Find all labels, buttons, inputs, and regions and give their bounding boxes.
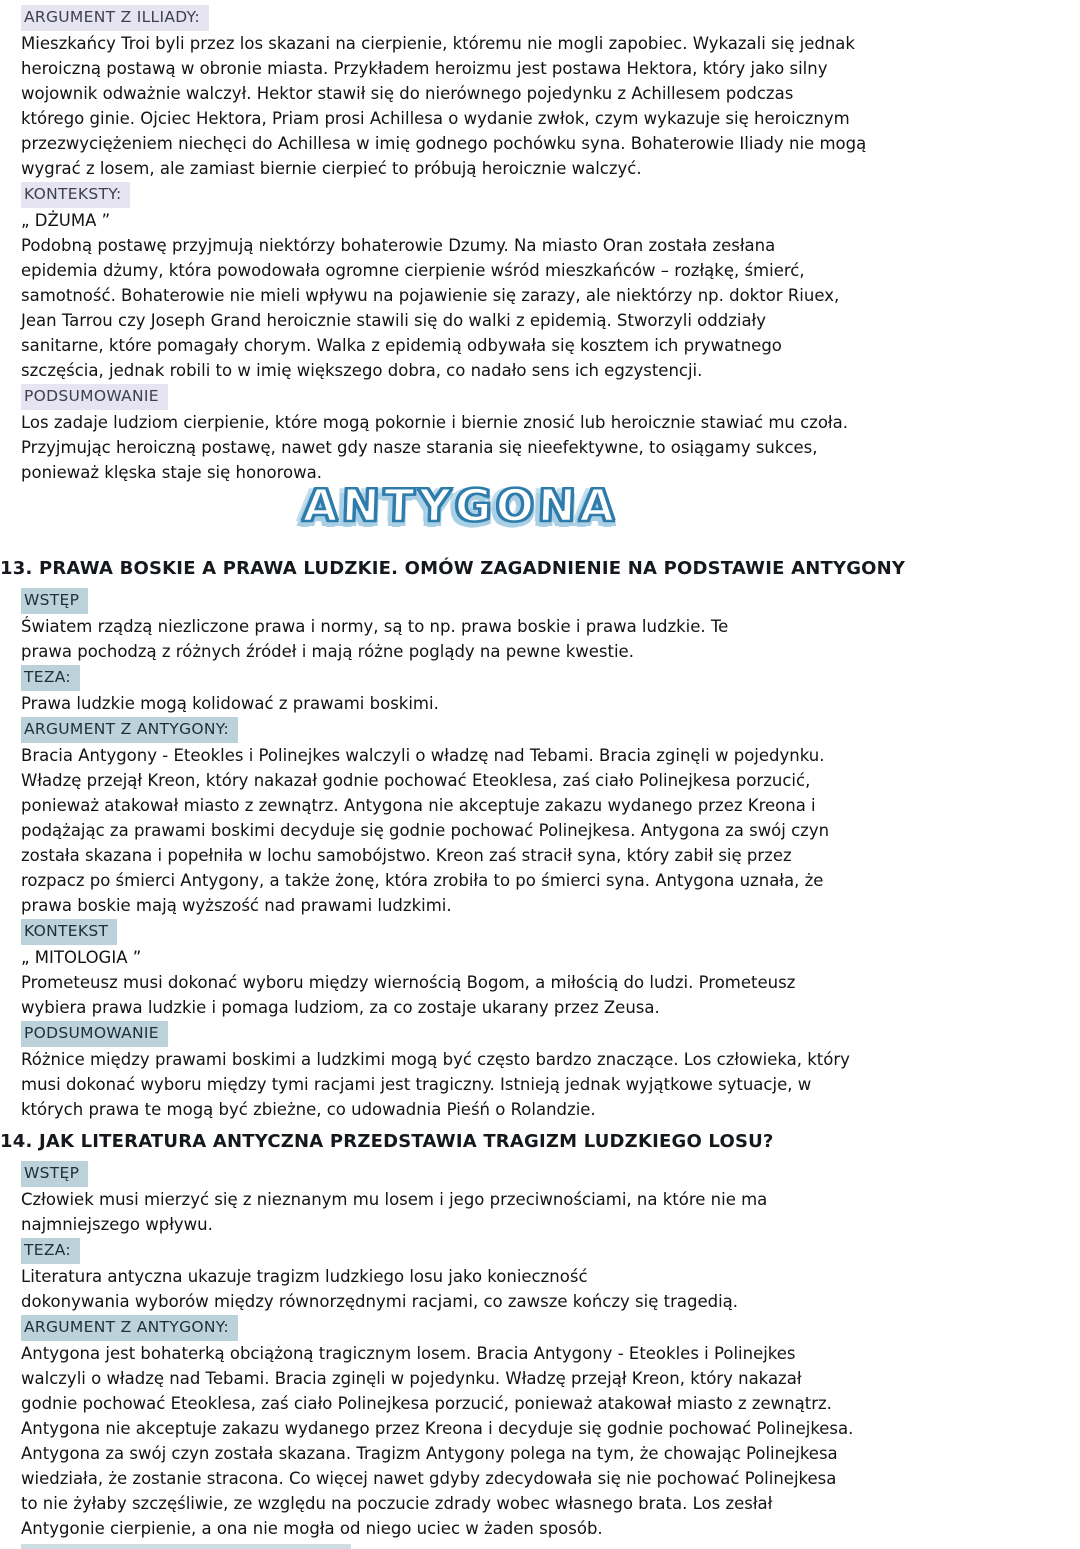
paragraph-line: heroiczną postawą w obronie miasta. Przykładem heroizmu jest postawa Hektora, który jako silny [21,59,828,78]
section-header-highlight: TEZA: [21,1238,80,1264]
section-header-row [21,181,1080,208]
section-header-highlight: PODSUMOWANIE [21,1021,168,1047]
section-header-row [21,716,1080,743]
section-header-row [21,587,1080,614]
paragraph [21,1264,1080,1314]
section-header-row [21,4,1080,31]
paragraph-line: Antygonie cierpienie, a ona nie mogła od niego uciec w żaden sposób. [21,1519,603,1538]
section-header-highlight: WSTĘP [21,1161,88,1187]
section-header-highlight: ARGUMENT Z ANTYGONY: [21,717,238,743]
quoted-work-title: „ DŻUMA ” [21,211,111,230]
paragraph-line: rozpacz po śmierci Antygony, a także żonę, która zrobiła to po śmierci syna. Antygona uznała, że [21,871,824,890]
section-header-row [21,1160,1080,1187]
section-header-row [21,664,1080,691]
paragraph-line: Literatura antyczna ukazuje tragizm ludzkiego losu jako konieczność [21,1267,588,1286]
section-header-row [21,1237,1080,1264]
section-header-highlight: KONTEKST [21,919,117,945]
paragraph [21,1047,1080,1122]
paragraph-line: wojownik odważnie walczył. Hektor stawił się do nierównego pojedynku z Achillesem podczas [21,84,794,103]
paragraph-line: Los zadaje ludziom cierpienie, które mogą pokornie i biernie znosić lub heroicznie stawiać mu czoła. [21,413,848,432]
paragraph-line: Antygona nie akceptuje zakazu wydanego przez Kreona i decyduje się godnie pochować Polinejkesa. [21,1419,854,1438]
paragraph-line: podążając za prawami boskimi decyduje się godnie pochować Polinejkesa. Antygona za swój czyn [21,821,830,840]
section-header-highlight: KONTEKSTY: [21,182,130,208]
paragraph-line: Władzę przejął Kreon, który nakazał godnie pochować Eteoklesa, zaś ciało Polinejkesa porzucić, [21,771,811,790]
section-header-row [21,383,1080,410]
paragraph-line: musi dokonać wyboru między tymi racjami jest tragiczny. Istnieją jednak wyjątkowe sytuacje, w [21,1075,812,1094]
paragraph-line: prawa boskie mają wyższość nad prawami ludzkimi. [21,896,452,915]
paragraph-line: Różnice między prawami boskimi a ludzkimi mogą być często bardzo znaczące. Los człowieka, który [21,1050,850,1069]
paragraph [21,31,1080,181]
paragraph [21,1341,1080,1541]
paragraph-line: sanitarne, które pomagały chorym. Walka z epidemią odbywała się kosztem ich prywatnego [21,336,782,355]
section-header-row [21,1314,1080,1341]
paragraph-line: Antygona za swój czyn została skazana. Tragizm Antygony polega na tym, że chowając Polinejkesa [21,1444,838,1463]
paragraph [21,614,1080,664]
paragraph-line: epidemia dżumy, która powodowała ogromne cierpienie wśród mieszkańców – rozłąkę, śmierć, [21,261,805,280]
paragraph-line: samotność. Bohaterowie nie mieli wpływu na pojawienie się zarazy, ale niektórzy np. doktor Riuex, [21,286,840,305]
paragraph-line: dokonywania wyborów między równorzędnymi racjami, co zawsze kończy się tragedią. [21,1292,739,1311]
paragraph-line: Światem rządzą niezliczone prawa i normy, są to np. prawa boskie i prawa ludzkie. Te [21,617,729,636]
paragraph-line: przezwyciężeniem niechęci do Achillesa w imię godnego pochówku syna. Bohaterowie Iliady nie mogą [21,134,867,153]
paragraph [21,743,1080,918]
section-header-highlight: PODSUMOWANIE [21,384,168,410]
title-art-wrapper [21,479,901,549]
paragraph-line: to nie żyłaby szczęśliwie, ze względu na poczucie zdrady wobec własnego brata. Los zesłał [21,1494,773,1513]
paragraph-line: Człowiek musi mierzyć się z nieznanym mu losem i jego przeciwnościami, na które nie ma [21,1190,768,1209]
paragraph-line: Prometeusz musi dokonać wyboru między wiernością Bogom, a miłością do ludzi. Prometeusz [21,973,796,992]
paragraph [21,410,1080,485]
section-header-highlight: ARGUMENT Z ILLIADY: [21,5,209,31]
paragraph [21,691,1080,716]
paragraph-line: ponieważ atakował miasto z zewnątrz. Antygona nie akceptuje zakazu wydanego przez Kreona i [21,796,816,815]
paragraph-line: Przyjmując heroiczną postawę, nawet gdy nasze starania się nieefektywne, to osiągamy sukces, [21,438,818,457]
paragraph-line: wybiera prawa ludzkie i pomaga ludziom, za co zostaje ukarany przez Zeusa. [21,998,660,1017]
paragraph-line: najmniejszego wpływu. [21,1215,213,1234]
paragraph-line: godnie pochować Eteoklesa, zaś ciało Polinejkesa porzucić, ponieważ atakował miasto z zewnątrz. [21,1394,832,1413]
section-header-highlight: TEZA: [21,665,80,691]
partial-next-header-highlight [21,1544,351,1549]
section-header-row [21,1020,1080,1047]
question-heading: 14. JAK LITERATURA ANTYCZNA PRZEDSTAWIA TRAGIZM LUDZKIEGO LOSU? [0,1131,774,1152]
quoted-work-title: „ MITOLOGIA ” [21,948,142,967]
paragraph-line: prawa pochodzą z różnych źródeł i mają różne poglądy na pewne kwestie. [21,642,634,661]
paragraph-line: ponieważ klęska staje się honorowa. [21,463,322,482]
paragraph-line: wiedziała, że zostanie stracona. Co więcej nawet gdyby zdecydowała się nie pochować Polinejkesa [21,1469,837,1488]
section-header-highlight: ARGUMENT Z ANTYGONY: [21,1315,238,1341]
paragraph-line: których prawa te mogą być zbieżne, co udowadnia Pieśń o Rolandzie. [21,1100,596,1119]
paragraph-line: Bracia Antygony - Eteokles i Polinejkes walczyli o władzę nad Tebami. Bracia zginęli w pojedynku. [21,746,825,765]
paragraph-line: wygrać z losem, ale zamiast biernie cierpieć to próbują heroicznie walczyć. [21,159,642,178]
paragraph-line: Prawa ludzkie mogą kolidować z prawami boskimi. [21,694,439,713]
paragraph-line: Jean Tarrou czy Joseph Grand heroicznie stawili się do walki z epidemią. Stworzyli oddziały [21,311,767,330]
antygona-word-art: ANTYGONA [302,479,620,532]
paragraph [21,1187,1080,1237]
section-header-highlight: WSTĘP [21,588,88,614]
paragraph [21,233,1080,383]
paragraph-line: Antygona jest bohaterką obciążoną tragicznym losem. Bracia Antygony - Eteokles i Polinejkes [21,1344,796,1363]
paragraph-line: została skazana i popełniła w lochu samobójstwo. Kreon zaś stracił syna, który zabił się przez [21,846,792,865]
paragraph [21,970,1080,1020]
paragraph-line: szczęścia, jednak robili to w imię większego dobra, co nadało sens ich egzystencji. [21,361,703,380]
paragraph-line: Mieszkańcy Troi byli przez los skazani na cierpienie, któremu nie mogli zapobiec. Wykazali się jednak [21,34,855,53]
section-header-row [21,918,1080,945]
question-heading: 13. PRAWA BOSKIE A PRAWA LUDZKIE. OMÓW ZAGADNIENIE NA PODSTAWIE ANTYGONY [0,558,906,579]
paragraph-line: walczyli o władzę nad Tebami. Bracia zginęli w pojedynku. Władzę przejął Kreon, który nakazał [21,1369,802,1388]
paragraph-line: Podobną postawę przyjmują niektórzy bohaterowie Dzumy. Na miasto Oran została zesłana [21,236,776,255]
paragraph-line: którego ginie. Ojciec Hektora, Priam prosi Achillesa o wydanie zwłok, czym wykazuje się heroicznym [21,109,850,128]
